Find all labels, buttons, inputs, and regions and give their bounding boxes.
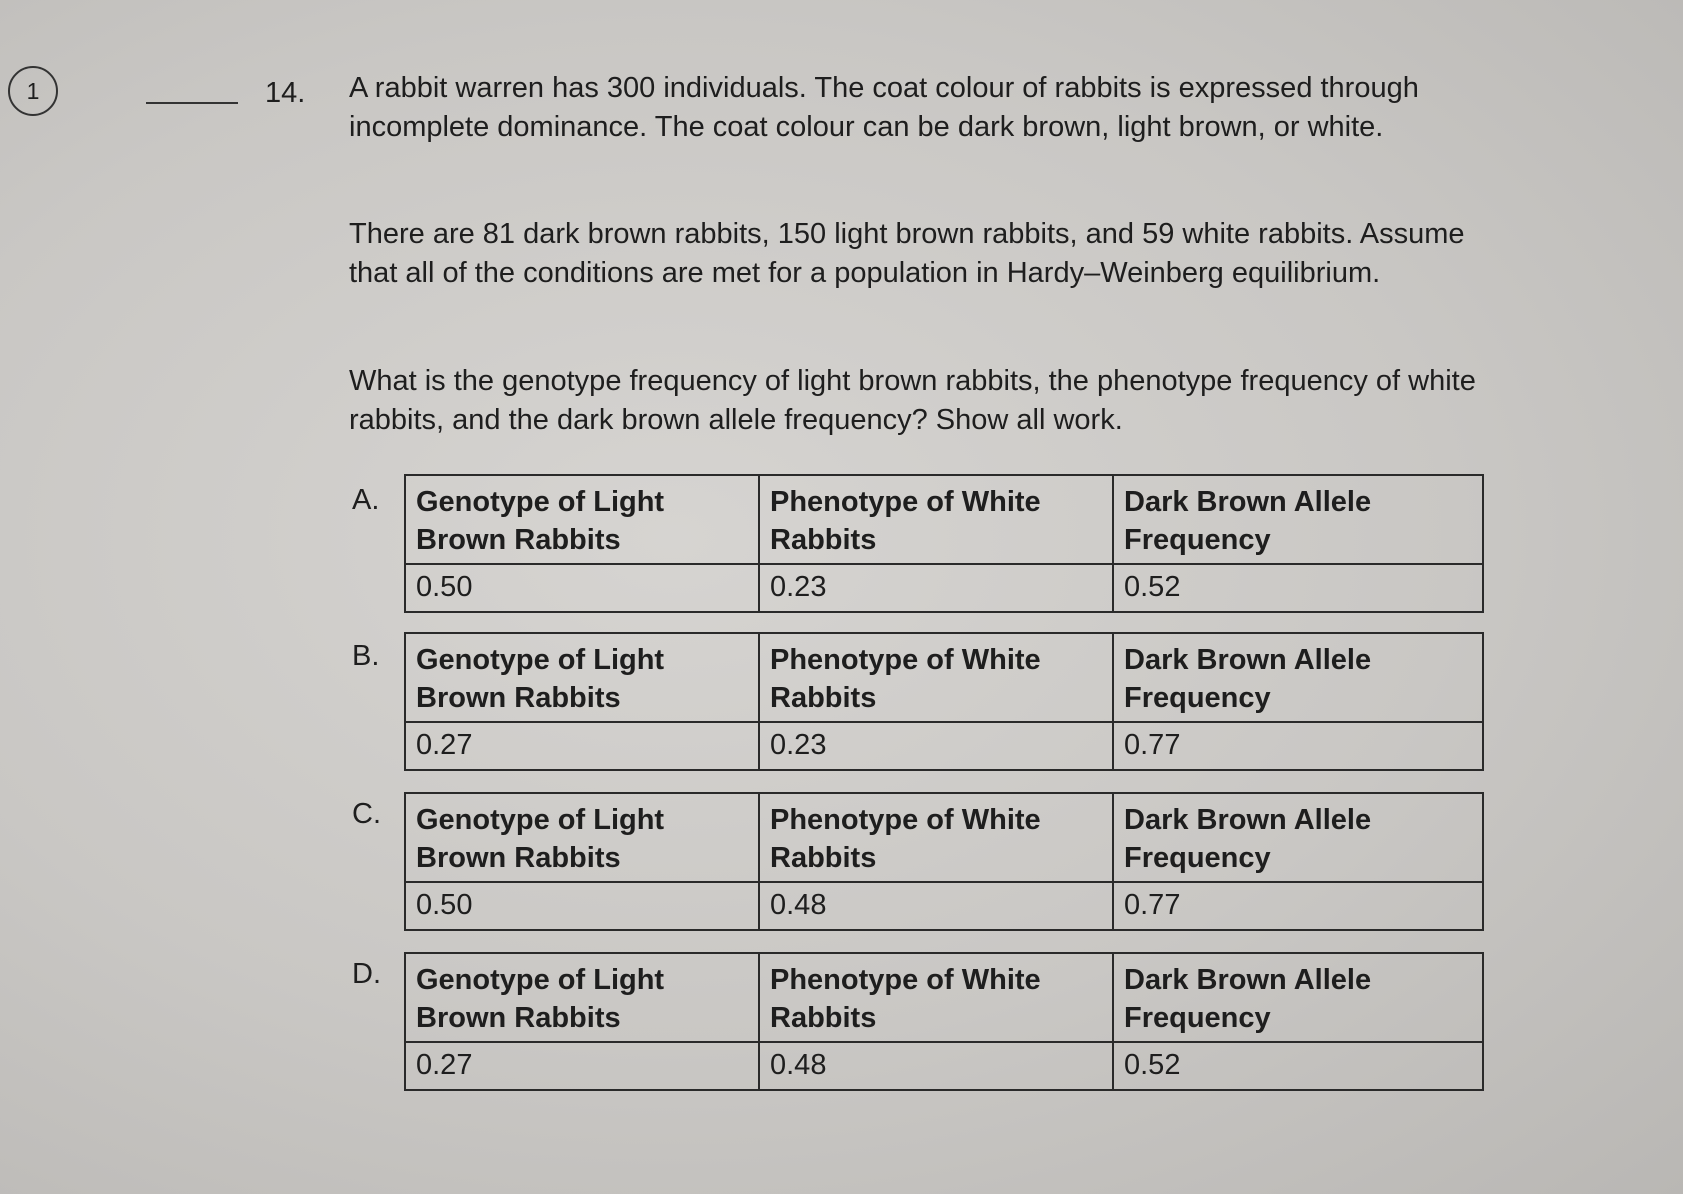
value-dark-brown-allele: 0.52 [1113, 1042, 1483, 1090]
value-dark-brown-allele: 0.77 [1113, 882, 1483, 930]
table-row [405, 882, 1483, 930]
answer-blank-line [146, 102, 238, 104]
table-header-row [405, 475, 1483, 564]
option-b-table [404, 632, 1484, 771]
value-genotype-light-brown: 0.50 [405, 882, 759, 930]
table-row [405, 564, 1483, 612]
table-header-row [405, 793, 1483, 882]
question-paragraph-1: A rabbit warren has 300 individuals. The coat colour of rabbits is expressed through incomplete dominance. The coat colour can be dark brown, light brown, or white. [349, 72, 1419, 143]
header-phenotype-white: Phenotype of White Rabbits [759, 475, 1113, 564]
value-phenotype-white: 0.48 [759, 1042, 1113, 1090]
circled-mark [8, 66, 58, 116]
table-header-row [405, 953, 1483, 1042]
table-row [405, 1042, 1483, 1090]
table-header-row [405, 633, 1483, 722]
option-c-table [404, 792, 1484, 931]
question-number: 14. [265, 77, 306, 109]
option-a-letter: A. [352, 484, 380, 516]
table-row [405, 722, 1483, 770]
value-genotype-light-brown: 0.27 [405, 1042, 759, 1090]
value-phenotype-white: 0.48 [759, 882, 1113, 930]
header-phenotype-white: Phenotype of White Rabbits [759, 633, 1113, 722]
value-phenotype-white: 0.23 [759, 722, 1113, 770]
header-genotype-light-brown: Genotype of Light Brown Rabbits [405, 633, 759, 722]
header-phenotype-white: Phenotype of White Rabbits [759, 793, 1113, 882]
option-b-letter: B. [352, 640, 380, 672]
option-d-letter: D. [352, 958, 381, 990]
header-genotype-light-brown: Genotype of Light Brown Rabbits [405, 953, 759, 1042]
value-dark-brown-allele: 0.77 [1113, 722, 1483, 770]
header-genotype-light-brown: Genotype of Light Brown Rabbits [405, 793, 759, 882]
option-a-table [404, 474, 1484, 613]
value-dark-brown-allele: 0.52 [1113, 564, 1483, 612]
question-paragraph-3: What is the genotype frequency of light brown rabbits, the phenotype frequency of white rabbits, and the dark brown allele frequency? Show all work. [349, 365, 1476, 436]
circled-mark-text: 1 [26, 77, 40, 104]
value-phenotype-white: 0.23 [759, 564, 1113, 612]
header-genotype-light-brown: Genotype of Light Brown Rabbits [405, 475, 759, 564]
header-dark-brown-allele: Dark Brown Allele Frequency [1113, 633, 1483, 722]
question-paragraph-2: There are 81 dark brown rabbits, 150 light brown rabbits, and 59 white rabbits. Assume that all of the conditions are met for a population in Hardy–Weinberg equilibrium. [349, 218, 1465, 289]
header-dark-brown-allele: Dark Brown Allele Frequency [1113, 475, 1483, 564]
option-d-table [404, 952, 1484, 1091]
header-phenotype-white: Phenotype of White Rabbits [759, 953, 1113, 1042]
value-genotype-light-brown: 0.50 [405, 564, 759, 612]
option-c-letter: C. [352, 798, 381, 830]
value-genotype-light-brown: 0.27 [405, 722, 759, 770]
header-dark-brown-allele: Dark Brown Allele Frequency [1113, 793, 1483, 882]
header-dark-brown-allele: Dark Brown Allele Frequency [1113, 953, 1483, 1042]
